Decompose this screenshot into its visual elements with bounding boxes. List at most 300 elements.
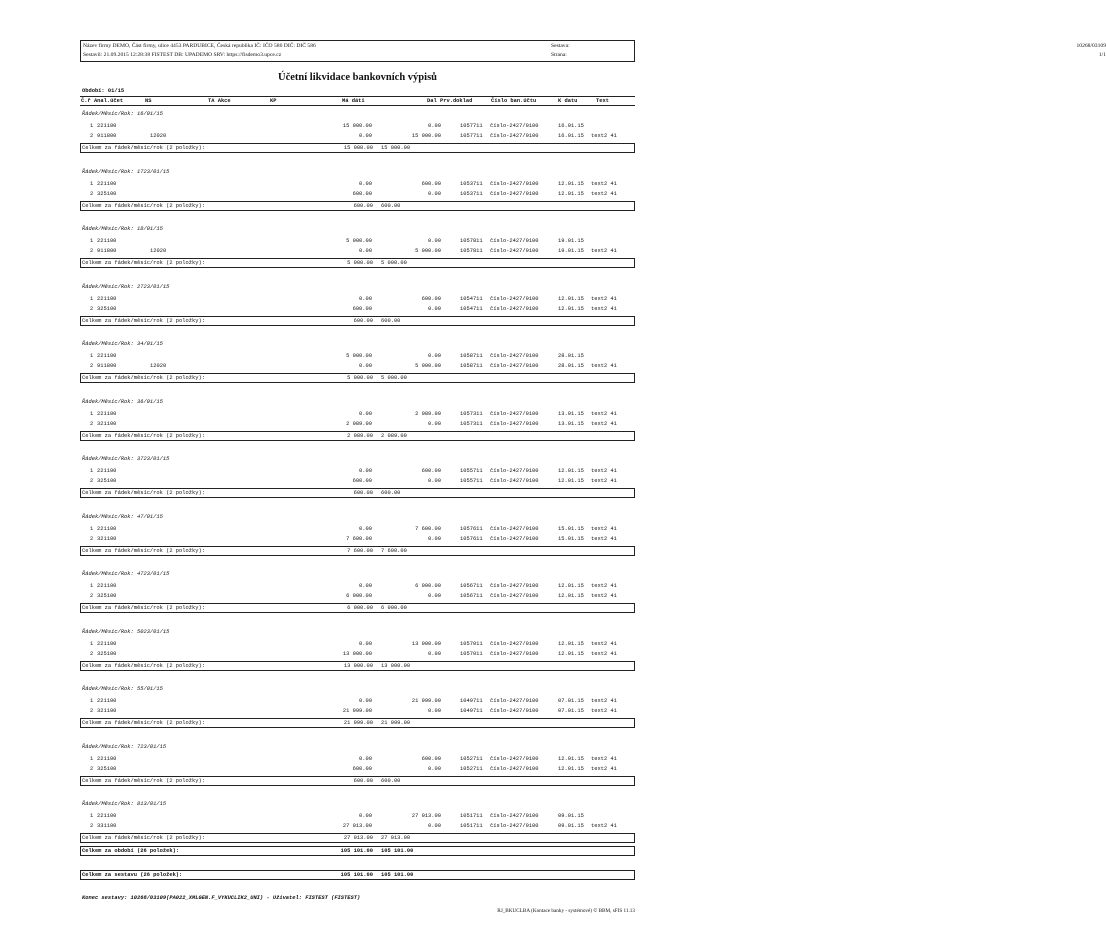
row-number: 1 xyxy=(90,640,94,647)
row-number: 1 xyxy=(90,468,94,474)
text-cell: text2 41 xyxy=(591,698,617,704)
dal-cell: 0.00 xyxy=(428,238,441,244)
group-total-label: Celkem za řádek/měsíc/rok (2 položky): xyxy=(82,432,205,439)
group-total-label: Celkem za řádek/měsíc/rok (2 položky): xyxy=(82,720,205,726)
group-total-row xyxy=(80,661,635,671)
doc-cell: 1049711 xyxy=(460,708,483,714)
group-total-dal: 2 089.00 xyxy=(381,432,407,439)
account-cell: 221100 xyxy=(97,698,117,704)
group-total-row xyxy=(80,373,635,383)
date-cell: 09.01.15 xyxy=(558,823,584,829)
period-total-row xyxy=(80,846,635,856)
bank-cell: číslo-2427/0100 xyxy=(490,190,539,197)
account-cell: 221100 xyxy=(97,755,117,762)
bank-cell: číslo-2427/0100 xyxy=(490,593,539,599)
dal-cell: 600.00 xyxy=(421,295,441,302)
text-cell: text2 41 xyxy=(591,295,617,302)
table-row xyxy=(80,536,635,545)
group-total-row xyxy=(80,488,635,498)
table-row xyxy=(80,363,635,372)
md-cell: 7 600.00 xyxy=(346,535,372,542)
doc-cell: 1051711 xyxy=(460,823,483,829)
bank-cell: číslo-2427/0100 xyxy=(490,708,539,714)
header-info xyxy=(83,42,533,60)
group-total-label: Celkem za řádek/měsíc/rok (2 položky): xyxy=(82,317,205,324)
col-md: Má dáti xyxy=(342,98,365,104)
table-row xyxy=(80,708,635,717)
row-number: 1 xyxy=(90,123,94,129)
table-row xyxy=(80,766,635,775)
column-header-row xyxy=(80,96,635,106)
bank-cell: číslo-2427/0100 xyxy=(490,248,539,254)
group-total-label: Celkem za řádek/měsíc/rok (2 položky): xyxy=(82,260,205,266)
md-cell: 0.00 xyxy=(359,363,372,369)
text-cell: text2 41 xyxy=(591,478,617,484)
ns-cell: 12020 xyxy=(150,363,167,369)
md-cell: 0.00 xyxy=(359,468,372,474)
text-cell: text2 41 xyxy=(591,468,617,474)
col-ns: NS xyxy=(145,98,152,104)
table-row xyxy=(80,191,635,200)
doc-cell: 1057011 xyxy=(460,650,483,657)
row-number: 1 xyxy=(90,583,94,589)
group-total-row xyxy=(80,143,635,153)
period-total-md: 105 101.00 xyxy=(340,848,373,854)
group-total-label: Celkem za řádek/měsíc/rok (2 položky): xyxy=(82,490,205,496)
doc-cell: 1057711 xyxy=(460,123,483,129)
text-cell: text2 41 xyxy=(591,823,617,829)
group-total-dal: 7 600.00 xyxy=(381,547,407,554)
group-total-dal: 15 000.00 xyxy=(381,145,411,151)
table-row xyxy=(80,641,635,650)
date-cell: 12.01.15 xyxy=(558,468,584,474)
table-row xyxy=(80,421,635,430)
group-total-row xyxy=(80,833,635,843)
bank-cell: číslo-2427/0100 xyxy=(490,238,539,244)
account-cell: 325100 xyxy=(97,190,117,197)
company-line: Název firmy DEMO, Část firmy, ulice 4453 PARDUBICE, Česká republika IČ: IČO 586 DIČ: DIČ 586 xyxy=(83,43,316,49)
text-cell: text2 41 xyxy=(591,190,617,197)
dal-cell: 0.00 xyxy=(428,708,441,714)
table-row xyxy=(80,823,635,832)
group-total-row xyxy=(80,776,635,786)
text-cell: text2 41 xyxy=(591,305,617,312)
group-total-dal: 27 013.00 xyxy=(381,835,411,841)
text-cell: text2 41 xyxy=(591,583,617,589)
group-total-dal: 5 000.00 xyxy=(381,260,407,266)
group-heading: Řádek/Měsíc/Rok: 36/01/15 xyxy=(82,398,163,405)
doc-cell: 1058711 xyxy=(460,363,483,369)
md-cell: 0.00 xyxy=(359,295,372,302)
group-total-md: 600.00 xyxy=(353,317,373,324)
bank-cell: číslo-2427/0100 xyxy=(490,363,539,369)
group-heading: Řádek/Měsíc/Rok: 18/01/15 xyxy=(82,226,163,232)
compiled-line: Sestavil: 21.09.2015 12:28:38 FISTEST DB: UPADEMO SRV: https://fisdemo3.upce.cz xyxy=(83,52,282,58)
dal-cell: 600.00 xyxy=(421,180,441,187)
account-cell: 221100 xyxy=(97,468,117,474)
date-cell: 16.01.15 xyxy=(558,123,584,129)
date-cell: 13.01.15 xyxy=(558,410,584,417)
account-cell: 221100 xyxy=(97,180,117,187)
dal-cell: 0.00 xyxy=(428,823,441,829)
ns-cell: 12020 xyxy=(150,133,167,139)
account-cell: 325100 xyxy=(97,593,117,599)
doc-cell: 1055711 xyxy=(460,468,483,474)
doc-cell: 1051711 xyxy=(460,813,483,819)
group-total-row xyxy=(80,546,635,556)
group-total-md: 6 000.00 xyxy=(347,605,373,611)
date-cell: 07.01.15 xyxy=(558,698,584,704)
row-number: 2 xyxy=(90,478,94,484)
table-row xyxy=(80,593,635,602)
dal-cell: 7 600.00 xyxy=(415,525,441,532)
doc-cell: 1057811 xyxy=(460,248,483,254)
group-total-dal: 600.00 xyxy=(381,490,401,496)
row-number: 2 xyxy=(90,765,94,772)
md-cell: 5 000.00 xyxy=(346,238,372,244)
report-total-row xyxy=(80,870,635,880)
table-row xyxy=(80,698,635,707)
date-cell: 12.01.15 xyxy=(558,755,584,762)
dal-cell: 0.00 xyxy=(428,535,441,542)
dal-cell: 0.00 xyxy=(428,593,441,599)
group-total-md: 2 089.00 xyxy=(347,432,373,439)
account-cell: 221100 xyxy=(97,410,117,417)
report-header-box xyxy=(80,40,1106,62)
bank-cell: číslo-2427/0100 xyxy=(490,133,539,139)
bank-cell: číslo-2427/0100 xyxy=(490,305,539,312)
dal-cell: 5 000.00 xyxy=(415,248,441,254)
doc-cell: 1049711 xyxy=(460,698,483,704)
doc-cell: 1057311 xyxy=(460,420,483,427)
account-cell: 331100 xyxy=(97,823,117,829)
table-row xyxy=(80,353,635,362)
header-meta xyxy=(551,42,1106,60)
group-total-dal: 13 000.00 xyxy=(381,662,411,669)
dal-cell: 15 000.00 xyxy=(411,133,441,139)
md-cell: 21 999.00 xyxy=(342,708,372,714)
account-cell: 325100 xyxy=(97,305,117,312)
group-heading: Řádek/Měsíc/Rok: 3723/01/15 xyxy=(82,456,170,462)
table-row xyxy=(80,296,635,305)
md-cell: 13 000.00 xyxy=(342,650,372,657)
table-row xyxy=(80,756,635,765)
date-cell: 12.01.15 xyxy=(558,650,584,657)
group-total-label: Celkem za řádek/měsíc/rok (2 položky): xyxy=(82,605,205,611)
group-total-md: 600.00 xyxy=(353,490,373,496)
table-row xyxy=(80,478,635,487)
doc-cell: 1054711 xyxy=(460,305,483,312)
account-cell: 221100 xyxy=(97,353,117,359)
doc-cell: 1058711 xyxy=(460,353,483,359)
group-total-label: Celkem za řádek/měsíc/rok (2 položky): xyxy=(82,145,205,151)
row-number: 2 xyxy=(90,248,94,254)
dal-cell: 0.00 xyxy=(428,190,441,197)
group-total-dal: 600.00 xyxy=(381,777,401,784)
period-label: Období: 01/15 xyxy=(82,88,125,94)
row-number: 1 xyxy=(90,238,94,244)
group-total-label: Celkem za řádek/měsíc/rok (2 položky): xyxy=(82,662,205,669)
group-total-md: 15 000.00 xyxy=(343,145,373,151)
report-total-md: 105 101.00 xyxy=(340,872,373,878)
date-cell: 09.01.15 xyxy=(558,813,584,819)
dal-cell: 21 999.00 xyxy=(411,698,441,704)
bank-cell: číslo-2427/0100 xyxy=(490,823,539,829)
dal-cell: 2 089.00 xyxy=(415,410,441,417)
group-heading: Řádek/Měsíc/Rok: 2723/01/15 xyxy=(82,283,170,290)
dal-cell: 0.00 xyxy=(428,650,441,657)
group-heading: Řádek/Měsíc/Rok: 4723/01/15 xyxy=(82,571,170,577)
group-total-row xyxy=(80,603,635,613)
row-number: 2 xyxy=(90,305,94,312)
group-total-dal: 5 000.00 xyxy=(381,375,407,381)
bank-cell: číslo-2427/0100 xyxy=(490,583,539,589)
table-row xyxy=(80,133,635,142)
group-total-label: Celkem za řádek/měsíc/rok (2 položky): xyxy=(82,375,205,381)
md-cell: 0.00 xyxy=(359,755,372,762)
group-total-dal: 21 999.00 xyxy=(381,720,411,726)
bank-cell: číslo-2427/0100 xyxy=(490,420,539,427)
group-total-md: 600.00 xyxy=(353,777,373,784)
date-cell: 12.01.15 xyxy=(558,583,584,589)
bank-cell: číslo-2427/0100 xyxy=(490,525,539,532)
page-value: 1/1 xyxy=(1098,52,1106,58)
row-number: 2 xyxy=(90,420,94,427)
row-number: 2 xyxy=(90,190,94,197)
row-number: 1 xyxy=(90,295,94,302)
group-heading: Řádek/Měsíc/Rok: 16/01/15 xyxy=(82,111,163,117)
md-cell: 600.00 xyxy=(352,190,372,197)
dal-cell: 600.00 xyxy=(421,755,441,762)
date-cell: 19.01.15 xyxy=(558,238,584,244)
group-total-label: Celkem za řádek/měsíc/rok (2 položky): xyxy=(82,547,205,554)
bank-cell: číslo-2427/0100 xyxy=(490,640,539,647)
text-cell: text2 41 xyxy=(591,410,617,417)
group-heading: Řádek/Měsíc/Rok: 55/01/15 xyxy=(82,686,163,692)
date-cell: 12.01.15 xyxy=(558,190,584,197)
doc-cell: 1053711 xyxy=(460,190,483,197)
doc-cell: 1057611 xyxy=(460,525,483,532)
report-title: Účetní likvidace bankovních výpisů xyxy=(278,72,437,83)
doc-cell: 1052711 xyxy=(460,755,483,762)
group-total-label: Celkem za řádek/měsíc/rok (2 položky): xyxy=(82,777,205,784)
row-number: 1 xyxy=(90,353,94,359)
group-total-md: 7 600.00 xyxy=(347,547,373,554)
text-cell: text2 41 xyxy=(591,755,617,762)
group-total-md: 600.00 xyxy=(353,202,373,209)
group-total-row xyxy=(80,431,635,441)
doc-cell: 1055711 xyxy=(460,478,483,484)
account-cell: 221100 xyxy=(97,640,117,647)
text-cell: text2 41 xyxy=(591,180,617,187)
dal-cell: 0.00 xyxy=(428,123,441,129)
md-cell: 0.00 xyxy=(359,640,372,647)
md-cell: 0.00 xyxy=(359,698,372,704)
md-cell: 5 000.00 xyxy=(346,353,372,359)
text-cell: text2 41 xyxy=(591,535,617,542)
dal-cell: 600.00 xyxy=(421,468,441,474)
account-cell: 221100 xyxy=(97,123,117,129)
dal-cell: 0.00 xyxy=(428,353,441,359)
doc-cell: 1057611 xyxy=(460,535,483,542)
md-cell: 600.00 xyxy=(352,478,372,484)
md-cell: 6 000.00 xyxy=(346,593,372,599)
group-heading: Řádek/Měsíc/Rok: 5023/01/15 xyxy=(82,628,170,635)
account-cell: 321100 xyxy=(97,535,117,542)
ns-cell: 12020 xyxy=(150,248,167,254)
account-cell: 325100 xyxy=(97,478,117,484)
dal-cell: 6 000.00 xyxy=(415,583,441,589)
date-cell: 12.01.15 xyxy=(558,180,584,187)
group-total-row xyxy=(80,201,635,211)
date-cell: 12.01.15 xyxy=(558,640,584,647)
group-heading: Řádek/Měsíc/Rok: 1723/01/15 xyxy=(82,168,170,175)
dal-cell: 0.00 xyxy=(428,478,441,484)
dal-cell: 5 000.00 xyxy=(415,363,441,369)
account-cell: 221100 xyxy=(97,238,117,244)
md-cell: 600.00 xyxy=(352,305,372,312)
text-cell: text2 41 xyxy=(591,650,617,657)
text-cell: text2 41 xyxy=(591,525,617,532)
bank-cell: číslo-2427/0100 xyxy=(490,410,539,417)
report-total-label: Celkem za sestavu (26 položek): xyxy=(82,872,183,878)
bank-cell: číslo-2427/0100 xyxy=(490,468,539,474)
bank-cell: číslo-2427/0100 xyxy=(490,698,539,704)
md-cell: 0.00 xyxy=(359,133,372,139)
page-label: Strana: xyxy=(551,52,567,58)
table-row xyxy=(80,526,635,535)
group-total-label: Celkem za řádek/měsíc/rok (2 položky): xyxy=(82,202,205,209)
md-cell: 0.00 xyxy=(359,248,372,254)
account-cell: 221100 xyxy=(97,583,117,589)
account-cell: 325100 xyxy=(97,765,117,772)
dal-cell: 0.00 xyxy=(428,765,441,772)
account-cell: 221100 xyxy=(97,813,117,819)
table-row xyxy=(80,583,635,592)
doc-cell: 1057711 xyxy=(460,133,483,139)
bank-cell: číslo-2427/0100 xyxy=(490,353,539,359)
text-cell: text2 41 xyxy=(591,708,617,714)
date-cell: 12.01.15 xyxy=(558,593,584,599)
group-total-md: 21 999.00 xyxy=(343,720,373,726)
group-total-md: 5 000.00 xyxy=(347,375,373,381)
group-total-md: 27 013.00 xyxy=(343,835,373,841)
period-total-dal: 105 101.00 xyxy=(381,848,414,854)
group-heading: Řádek/Měsíc/Rok: 813/01/15 xyxy=(82,801,167,807)
bank-cell: číslo-2427/0100 xyxy=(490,813,539,819)
date-cell: 13.01.15 xyxy=(558,420,584,427)
account-cell: 911800 xyxy=(97,248,117,254)
dal-cell: 13 000.00 xyxy=(411,640,441,647)
table-row xyxy=(80,468,635,477)
row-number: 2 xyxy=(90,650,94,657)
text-cell: text2 41 xyxy=(591,765,617,772)
date-cell: 15.01.15 xyxy=(558,535,584,542)
date-cell: 07.01.15 xyxy=(558,708,584,714)
doc-cell: 1054711 xyxy=(460,295,483,302)
row-number: 1 xyxy=(90,813,94,819)
account-cell: 321100 xyxy=(97,420,117,427)
bank-cell: číslo-2427/0100 xyxy=(490,295,539,302)
date-cell: 12.01.15 xyxy=(558,295,584,302)
period-total-label: Celkem za období (26 položek): xyxy=(82,848,180,854)
row-number: 2 xyxy=(90,823,94,829)
row-number: 2 xyxy=(90,535,94,542)
col-date: K datu xyxy=(558,98,578,104)
md-cell: 2 089.00 xyxy=(346,420,372,427)
dal-cell: 0.00 xyxy=(428,305,441,312)
date-cell: 12.01.15 xyxy=(558,478,584,484)
report-end-line: Konec sestavy: 10268/03109(PA022_XMLGEN.F_VYKUCLIK2_UNI) - Uživatel: FISTEST (FISTEST) xyxy=(82,895,361,901)
group-total-md: 5 000.00 xyxy=(347,260,373,266)
text-cell: text2 41 xyxy=(591,248,617,254)
bank-cell: číslo-2427/0100 xyxy=(490,755,539,762)
group-total-dal: 6 000.00 xyxy=(381,605,407,611)
text-cell: text2 41 xyxy=(591,420,617,427)
row-number: 2 xyxy=(90,708,94,714)
dal-cell: 27 013.00 xyxy=(411,813,441,819)
group-total-label: Celkem za řádek/měsíc/rok (2 položky): xyxy=(82,835,205,841)
account-cell: 321100 xyxy=(97,708,117,714)
doc-cell: 1057311 xyxy=(460,410,483,417)
doc-cell: 1056711 xyxy=(460,583,483,589)
bank-cell: číslo-2427/0100 xyxy=(490,180,539,187)
col-bank: Číslo ban.účtu xyxy=(491,98,537,104)
doc-cell: 1052711 xyxy=(460,765,483,772)
text-cell: text2 41 xyxy=(591,593,617,599)
bank-cell: číslo-2427/0100 xyxy=(490,650,539,657)
date-cell: 19.01.15 xyxy=(558,248,584,254)
group-total-row xyxy=(80,316,635,326)
bank-cell: číslo-2427/0100 xyxy=(490,765,539,772)
col-row-account: Č.ř Anal.účet xyxy=(81,98,124,104)
table-row xyxy=(80,123,635,132)
text-cell: text2 41 xyxy=(591,640,617,647)
table-row xyxy=(80,238,635,247)
md-cell: 0.00 xyxy=(359,180,372,187)
bank-cell: číslo-2427/0100 xyxy=(490,535,539,542)
date-cell: 28.01.15 xyxy=(558,353,584,359)
md-cell: 15 000.00 xyxy=(342,123,372,129)
row-number: 2 xyxy=(90,363,94,369)
account-cell: 911800 xyxy=(97,363,117,369)
text-cell: text2 41 xyxy=(591,133,617,139)
col-doc: Prv.doklad xyxy=(440,98,473,104)
report-total-dal: 105 101.00 xyxy=(381,872,414,878)
date-cell: 12.01.15 xyxy=(558,765,584,772)
table-row xyxy=(80,181,635,190)
doc-cell: 1057811 xyxy=(460,238,483,244)
group-total-row xyxy=(80,258,635,268)
md-cell: 0.00 xyxy=(359,583,372,589)
dal-cell: 0.00 xyxy=(428,420,441,427)
text-cell: text2 41 xyxy=(591,363,617,369)
group-total-dal: 600.00 xyxy=(381,202,401,209)
date-cell: 12.01.15 xyxy=(558,305,584,312)
account-cell: 221100 xyxy=(97,525,117,532)
group-heading: Řádek/Měsíc/Rok: 34/01/15 xyxy=(82,341,163,347)
row-number: 1 xyxy=(90,755,94,762)
md-cell: 0.00 xyxy=(359,525,372,532)
group-total-dal: 600.00 xyxy=(381,317,401,324)
bank-cell: číslo-2427/0100 xyxy=(490,123,539,129)
table-row xyxy=(80,813,635,822)
row-number: 1 xyxy=(90,525,94,532)
table-row xyxy=(80,651,635,660)
bank-cell: číslo-2427/0100 xyxy=(490,478,539,484)
table-row xyxy=(80,306,635,315)
col-ta-akce: TA Akce xyxy=(208,98,231,104)
